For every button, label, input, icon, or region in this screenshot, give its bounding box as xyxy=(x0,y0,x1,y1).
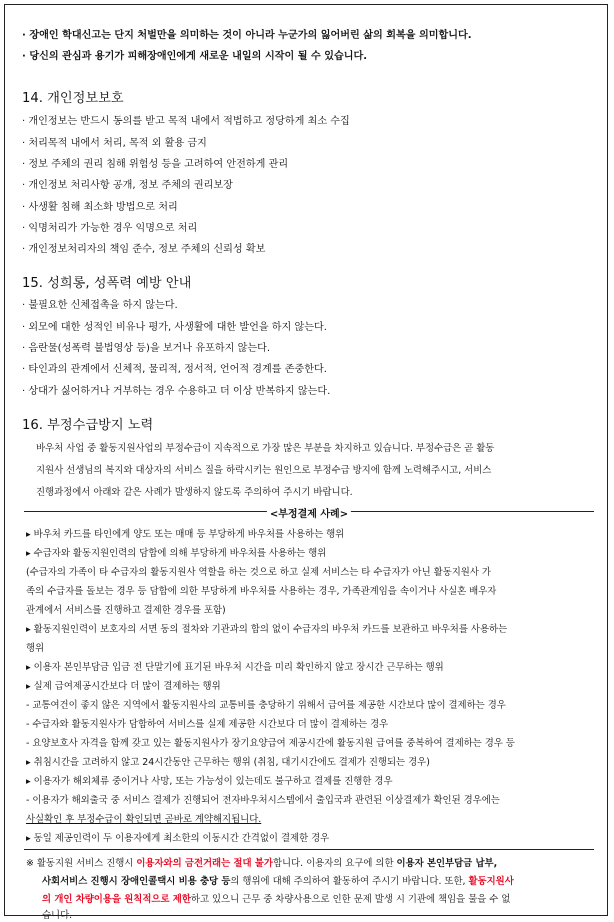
s16-para-3: 진행과정에서 아래와 같은 사례가 발생하지 않도록 주의하여 주시기 바랍니다. xyxy=(36,487,353,498)
case-line-7: 행위 xyxy=(26,643,45,654)
s14-item-1: · 개인정보는 반드시 동의를 받고 목적 내에서 적법하고 정당하게 최소 수집 xyxy=(22,116,350,127)
divider-label: <부정결제 사례> xyxy=(267,505,351,520)
s16-para-1: 바우처 사업 중 활동지원사업의 부정수급이 지속적으로 가장 많은 부분을 차지하고 있습니다. 부정수급은 곧 활동 xyxy=(36,443,495,454)
note-l1-d: 이용자 본인부담금 납부, xyxy=(396,858,498,869)
note-l2-a: 사회서비스 진행시 장애인콜택시 비용 충당 등 xyxy=(42,876,231,887)
s15-item-4: · 타인과의 관계에서 신체적, 물리적, 정서적, 언어적 경계를 존중한다. xyxy=(22,364,327,375)
case-line-12: - 요양보호사 자격을 함께 갖고 있는 활동지원사가 장기요양급여 제공시간에 활동지원 급여를 중복하여 결제하는 경우 등 xyxy=(26,738,515,749)
case-line-4: 족의 수급자를 돌보는 경우 등 담합에 의한 부당하게 바우처를 사용하는 경우, 가족관계임을 속이거나 사실혼 배우자 xyxy=(26,586,497,597)
case-line-2: ▸ 수급자와 활동지원인력의 담합에 의해 부당하게 바우처를 사용하는 행위 xyxy=(26,548,327,559)
note-line-3 xyxy=(42,891,510,905)
section-14-title: 14. 개인정보보호 xyxy=(22,91,124,106)
note-l2-b: 의 행위에 대해 주의하여 활동하여 주시기 바랍니다. 또한, xyxy=(230,876,469,887)
s15-item-1: · 불필요한 신체접촉을 하지 않는다. xyxy=(22,300,178,311)
case-line-15: - 이용자가 해외출국 중 서비스 결제가 진행되어 전자바우처시스템에서 출입국과 관련된 이상결제가 확인된 경우에는 xyxy=(26,795,500,806)
s16-para-2: 지원사 선생님의 복지와 대상자의 서비스 질을 하락시키는 원인으로 부정수급 방지에 함께 노력해주시고, 서비스 xyxy=(36,465,492,476)
note-l1-c: 합니다. 이용자의 요구에 의한 xyxy=(272,858,397,869)
case-line-1: ▸ 바우처 카드를 타인에게 양도 또는 매매 등 부당하게 바우처를 사용하는 행위 xyxy=(26,529,345,540)
case-line-11: - 수급자와 활동지원사가 담합하여 서비스를 실제 제공한 시간보다 더 많이 결제하는 경우 xyxy=(26,719,389,730)
section-16-title: 16. 부정수급방지 노력 xyxy=(22,418,154,433)
note-line-2 xyxy=(42,873,514,887)
s15-item-3: · 음란물(성폭력 불법영상 등)을 보거나 유포하지 않는다. xyxy=(22,343,271,354)
case-line-8: ▸ 이용자 본인부담금 입금 전 단말기에 표기된 바우처 시간을 미리 확인하지 않고 장시간 근무하는 행위 xyxy=(26,662,444,673)
cases-divider xyxy=(24,505,594,520)
case-line-3: (수급자의 가족이 타 수급자의 활동지원사 역할을 하는 것으로 하고 실제 서비스는 타 수급자가 아닌 활동지원사 가 xyxy=(26,567,491,578)
note-line-4: 습니다. xyxy=(42,910,73,921)
s14-item-7: · 개인정보처리자의 책임 준수, 정보 주체의 신뢰성 확보 xyxy=(22,244,266,255)
case-line-17: ▸ 동일 제공인력이 두 이용자에게 최소한의 이동시간 간격없이 결제한 경우 xyxy=(26,833,330,844)
s14-item-2: · 처리목적 내에서 처리, 목적 외 활용 금지 xyxy=(22,138,207,149)
note-l1-a: ※ 활동지원 서비스 진행시 xyxy=(26,858,137,869)
cases-bottom-line xyxy=(24,849,594,850)
s15-item-2: · 외모에 대한 성적인 비유나 평가, 사생활에 대한 발언을 하지 않는다. xyxy=(22,322,327,333)
s14-item-5: · 사생활 침해 최소화 방법으로 처리 xyxy=(22,202,178,213)
intro-line-2: · 당신의 관심과 용기가 피해장애인에게 새로운 내일의 시작이 될 수 있습니다. xyxy=(22,51,368,62)
case-line-10: - 교통여건이 좋지 않은 지역에서 활동지원사의 교통비를 충당하기 위해서 급여를 제공한 시간보다 많이 결제하는 경우 xyxy=(26,700,506,711)
case-line-13: ▸ 취침시간을 고려하지 않고 24시간동안 근무하는 행위 (취침, 대기시간에도 결제가 진행되는 경우) xyxy=(26,757,430,768)
note-l3-b: 하고 있으니 근무 중 차량사용으로 인한 문제 발생 시 기관에 책임을 물을 수 없 xyxy=(190,894,511,905)
s15-item-5: · 상대가 싫어하거나 거부하는 경우 수용하고 더 이상 반복하지 않는다. xyxy=(22,386,331,397)
note-l1-b: 이용자와의 금전거래는 절대 불가 xyxy=(136,858,273,869)
intro-line-1: · 장애인 학대신고는 단지 처벌만을 의미하는 것이 아니라 누군가의 잃어버린 삶의 회복을 의미합니다. xyxy=(22,30,472,41)
section-15-title: 15. 성희롱, 성폭력 예방 안내 xyxy=(22,276,192,291)
note-l2-c: 활동지원사 xyxy=(468,876,514,887)
case-line-5: 관계에서 서비스를 진행하고 결제한 경우를 포함) xyxy=(26,605,226,616)
note-line-1 xyxy=(26,855,497,869)
case-line-9: ▸ 실제 급여제공시간보다 더 많이 결제하는 행위 xyxy=(26,681,221,692)
s14-item-4: · 개인정보 처리사항 공개, 정보 주체의 권리보장 xyxy=(22,180,233,191)
s14-item-3: · 정보 주체의 권리 침해 위험성 등을 고려하여 안전하게 관리 xyxy=(22,159,289,170)
s14-item-6: · 익명처리가 가능한 경우 익명으로 처리 xyxy=(22,223,198,234)
note-l3-a: 의 개인 차량이용을 원칙적으로 제한 xyxy=(42,894,191,905)
case-line-16: 사실확인 후 부정수급이 확인되면 곧바로 계약해지됩니다. xyxy=(26,814,262,825)
case-line-14: ▸ 이용자가 해외체류 중이거나 사망, 또는 가능성이 있는데도 불구하고 결제를 진행한 경우 xyxy=(26,776,393,787)
case-line-6: ▸ 활동지원인력이 보호자의 서면 동의 절차와 기관과의 합의 없이 수급자의 바우처 카드를 보관하고 바우처를 사용하는 xyxy=(26,624,508,635)
